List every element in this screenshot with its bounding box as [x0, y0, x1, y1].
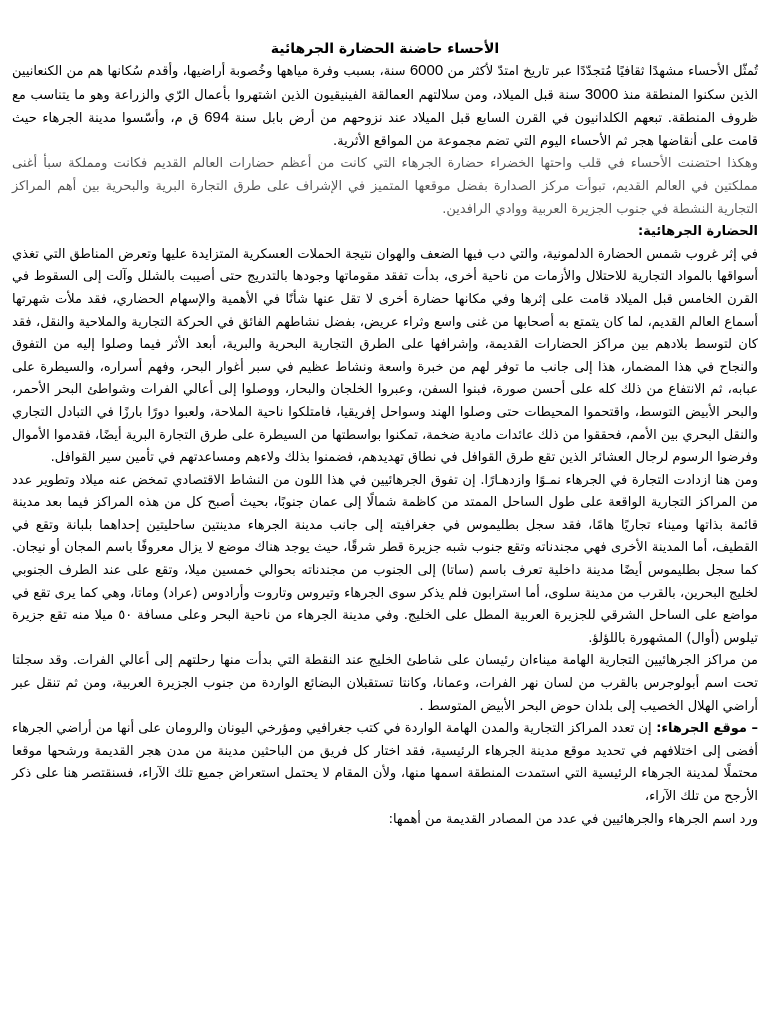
location-text: إن تعدد المراكز التجارية والمدن الهامة الواردة في كتب جغرافيي ومؤرخي اليونان والرومان على أنها من أراضي الجرهاء أفضى إلى اختلافهم في تحديد موقع مدينة الجرهاء الرئيسية، فقد اختار كل فريق من الباحثين مدينة من مدن هجر القديمة ورشحها موقعا محتملًا لمدينة الجرهاء الرئيسية التي استمدت المنطقة اسمها منها، ولأن المقام لا يحتمل استعراض جميع تلك الآراء، فسنقتصر هنا على ذكر الأرجح من تلك الآراء، — [12, 721, 758, 804]
intro-text-2: سنة، بسبب وفرة مياهها وخُصوبة أراضيها، وأقدم سُكانها هم من الكنعانيين الذين سكنوا المنطقة منذ — [12, 64, 758, 103]
intro-number-year: 694 — [204, 109, 230, 127]
intro-paragraph — [12, 60, 758, 153]
dilmun-decline-paragraph: في إثر غروب شمس الحضارة الدلمونية، والتي دب فيها الضعف والهوان نتيجة الحملات العسكرية المتزايدة عليها وتعرض المناطق التي تغذي أسواقها بالمواد التجارية للاحتلال والأزمات من ناحية أخرى، بدأت تفقد مقوماتها وجودها بالتدريج حتى أصيبت بالشلل وآلت إلى السقوط في القرن الخامس قبل الميلاد قامت على إثرها وفي مكانها حضارة أخرى لا تقل عنها شأنًا في الأهمية والإسهام الحضاري، فقد ملأت شهرتها أسماع العالم القديم، لما كان يتمتع به أصحابها من غنى واسع وثراء عريض، بفضل نشاطهم الفائق في الحركة التجارية والملاحية والنقل، فقد كان لتوسط بلادهم بين مراكز الحضارات القديمة، وإشرافها على الطرق التجارية البحرية والبرية، أبعد الأثر فيما وصلوا إليه من التفوق والنجاح في هذا المضمار، هذا إلى جانب ما توفر لهم من خبرة واسعة ونشاط عظيم في سبر أغوار البحر، وفهم أسراره، والسيطرة على عبابه، ثم الانتفاع من ذلك كله على أحسن صورة، فبنوا السفن، وعبروا الخلجان والبحار، ووصلوا إلى أعالي الفرات وشواطئ البحر الأحمر، والبحر الأبيض التوسط، واقتحموا المحيطات حتى وصلوا الهند وسواحل إفريقيا، فامتلكوا ناحية الملاحة، ولعبوا دورًا بارزًا في التبادل التجاري والنقل البحري بين الأمم، فحققوا من ذلك عائدات مادية ضخمة، تمكنوا بواسطتها من السيطرة على طرق التجارة البرية أيضًا، فقدموا الأموال وفرضوا الرسوم لرجال العشائر الذين تقع طرق القوافل في نطاق تهديدهم، فضمنوا بذلك ولاءهم ومساعدتهم في تأمين سير القوافل. — [12, 246, 758, 466]
section-heading: الحضارة الجرهائية: — [637, 224, 758, 240]
intro-number-years: 6000 — [409, 62, 444, 79]
gerrha-civilization-paragraph: وهكذا احتضنت الأحساء في قلب واحتها الخضراء حضارة الجرهاء التي كانت من أعظم حضارات العالم القديم فكانت ومملكة سبأ أغنى مملكتين في العالم القديم، تبوأت مركز الصدارة بفضل موقعها المتميز في الإشراف على طرق التجارة البرية والبحرية بين أهم المراكز التجارية النشطة في جنوب الجزيرة العربية ووادي الرافدين. — [12, 156, 758, 217]
document-title: الأحساء حاضنة الحضارة الجرهائية — [270, 41, 500, 57]
intro-number-bc: 3000 — [584, 85, 619, 103]
location-label: – موقع الجرهاء: — [651, 721, 759, 737]
intro-text-3: سنة قبل الميلاد، ومن سلالتهم العمالقة الفينيقيون الذين اشتهروا بأعمال الرّي والزراعة وهو ما يتناسب مع ظروف المنطقة. تبعهم الكلدانيون في القرن السابع قبل الميلاد عند نزوحهم من أرض بابل سنة — [12, 87, 759, 127]
trade-centers-paragraph: ومن هنا ازدادت التجارة في الجرهاء نمـوًا وازدهـارًا. إن تفوق الجرهائيين في هذا اللون من النشاط الاقتصادي تمخض عنه ميلاد وتطوير عدد من المراكز التجارية الواقعة على طول الساحل الممتد من كاظمة شمالًا إلى عمان جنوبًا، بحيث أصبح كل من هذه المراكز فيما بعد مدينة قائمة بذاتها وميناء تجاريًا هامًا، فقد سجل بطليموس في جغرافيته إلى جانب مدينة الجرهاء مدينتين ساحليتين إحداهما بلبانة وتقع في القطيف، أما المدينة الأخرى فهي مجندناته وتقع جنوب شبه جزيرة قطر شرقًا، حيث يوجد هناك موضع لا يزال معروفًا باسم المجان أو نيجان. كما سجل بطليموس أيضًا مدينة داخلية تعرف باسم (ساتا) إلى الجنوب من مجندناته بحوالي خمسين ميلا، وتقع على عند الطرف الجنوبي لخليج البحرين، بالقرب من مدينة سلوى، أما استرابون فلم يذكر سوى الجرهاء وتيروس وتاروت وأرادوس (عراد) وماتا، وهي كما يرى تقع في مواضع على الساحل الشرقي للجزيرة العربية المطل على الخليج. وفي مدينة الجرهاء من ناحية البحر وعلى مسافة ٥٠ ميلا منه تقع جزيرة تيلوس (أوال) المشهورة باللؤلؤ. — [12, 472, 759, 646]
location-paragraph — [12, 718, 758, 808]
intro-text-1: تُمثّل الأحساء مشهدًا ثقافيًا مُتجدّدًا عبر تاريخ امتدّ لأكثر من — [443, 64, 758, 79]
sources-paragraph: ورد اسم الجرهاء والجرهائيين في عدد من المصادر القديمة من أهمها: — [388, 811, 758, 827]
intro-text-4: ق م، وأسّسوا مدينة الجرهاء حيث قامت على أنقاضها هجر ثم الأحساء اليوم التي تضم مجموعة من المواقع الأثرية. — [12, 111, 758, 149]
ports-paragraph: من مراكز الجرهائيين التجارية الهامة ميناءان رئيسان على شاطئ الخليج عند النقطة التي بدأت منها رحلتهم إلى أعالي الفرات. وقد سجلتا تحت اسم أبولوجرس بالقرب من لسان نهر الفرات، وعمانا، وكانتا تستقبلان البضائع الواردة من جنوب الجزيرة العربية، ومن ثم تنقل عبر أراضي الهلال الخصيب إلى بلدان حوض البحر الأبيض المتوسط . — [12, 653, 758, 714]
